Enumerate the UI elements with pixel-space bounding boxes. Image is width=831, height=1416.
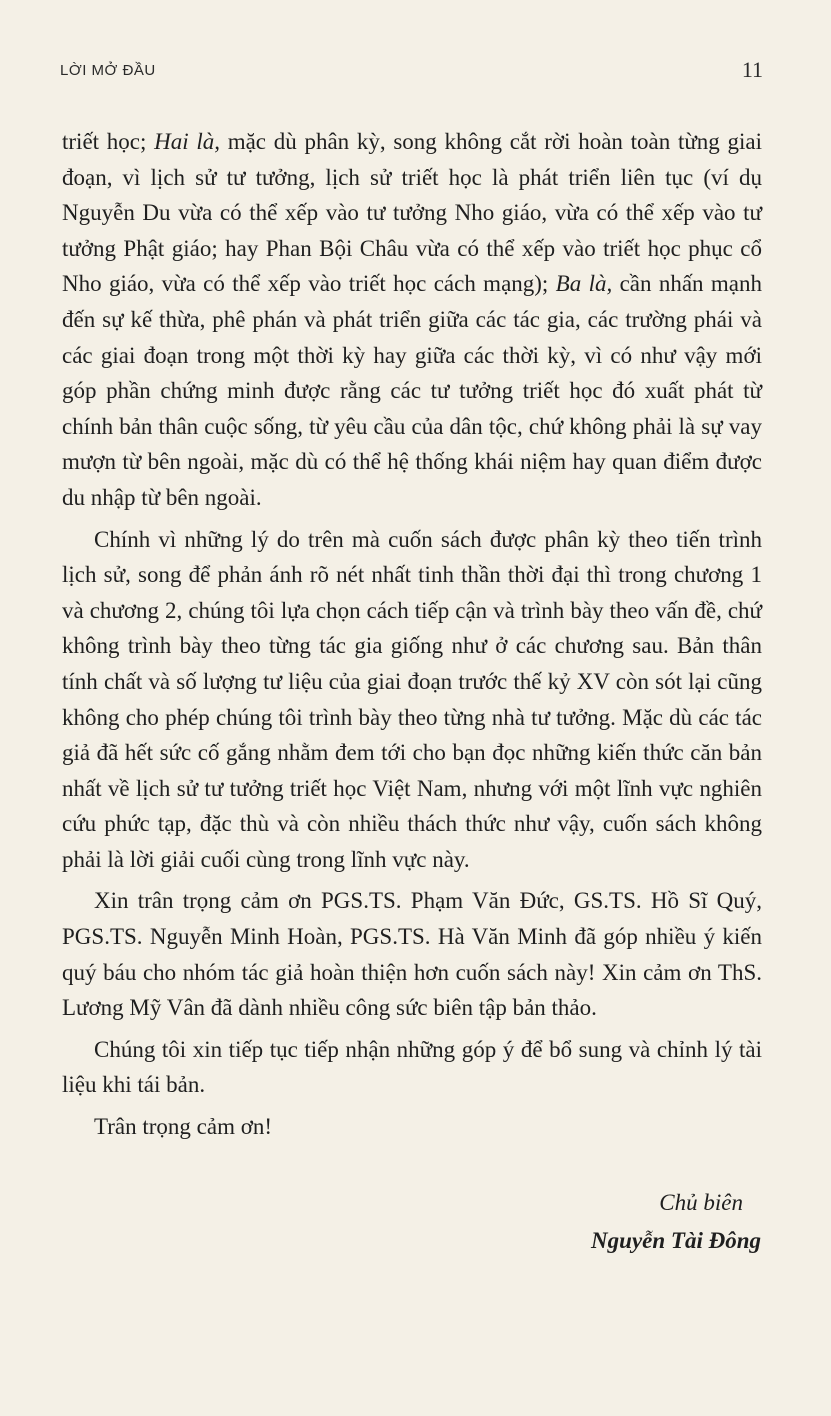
paragraph: Chính vì những lý do trên mà cuốn sách được phân kỳ theo tiến trình lịch sử, song để phản ánh rõ nét nhất tinh thần thời đại thì trong chương 1 và chương 2, chúng tôi lựa chọn cách tiếp cận và trình bày theo vấn đề, chứ không trình bày theo từng tác gia giống như ở các chương sau. Bản thân tính chất và số lượng tư liệu của giai đoạn trước thế kỷ XV còn sót lại cũng không cho phép chúng tôi trình bày theo từng nhà tư tưởng. Mặc dù các tác giả đã hết sức cố gắng nhằm đem tới cho bạn đọc những kiến thức căn bản nhất về lịch sử tư tưởng triết học Việt Nam, nhưng với một lĩnh vực nghiên cứu phức tạp, đặc thù và còn nhiều thách thức như vậy, cuốn sách không phải là lời giải cuối cùng trong lĩnh vực này. [62, 526, 762, 872]
text-run: cần nhấn mạnh đến sự kế thừa, phê phán và phát triển giữa các tác gia, các trường phái và các giai đoạn trong một thời kỳ hay giữa các thời kỳ, vì có như vậy mới góp phần chứng minh được rằng các tư tưởng triết học đó xuất phát từ chính bản thân cuộc sống, từ yêu cầu của dân tộc, chứ không phải là sự vay mượn từ bên ngoài, mặc dù có thể hệ thống khái niệm hay quan điểm được du nhập từ bên ngoài. [62, 271, 762, 510]
text-run: triết học; [62, 129, 155, 154]
emphasis-text: Hai là, [154, 129, 220, 154]
page-header [60, 52, 763, 88]
running-title: LỜI MỞ ĐẦU [60, 61, 156, 79]
paragraph: Chúng tôi xin tiếp tục tiếp nhận những góp ý để bổ sung và chỉnh lý tài liệu khi tái bản. [62, 1036, 762, 1098]
signature-name: Nguyễn Tài Đông [591, 1228, 761, 1253]
paragraph-continued [62, 124, 762, 516]
signature-role: Chủ biên [659, 1190, 743, 1215]
emphasis-text: Ba là, [555, 271, 613, 297]
paragraph: Xin trân trọng cảm ơn PGS.TS. Phạm Văn Đức, GS.TS. Hồ Sĩ Quý, PGS.TS. Nguyễn Minh Hoàn, PGS.TS. Hà Văn Minh đã góp nhiều ý kiến quý báu cho nhóm tác giả hoàn thiện hơn cuốn sách này! Xin cảm ơn ThS. Lương Mỹ Vân đã dành nhiều công sức biên tập bản thảo. [62, 888, 762, 1021]
body-text [62, 124, 762, 1145]
page-number: 11 [741, 57, 763, 82]
text-run: mặc dù phân kỳ, song không cắt rời hoàn toàn từng giai đoạn, vì lịch sử tư tưởng, lịch sử triết học là phát triển liên tục (ví dụ Nguyễn Du vừa có thể xếp vào tư tưởng Nho giáo, vừa có thể xếp vào tư tưởng Phật giáo; hay Phan Bội Châu vừa có thể xếp vào triết học phục cổ Nho giáo, vừa có thể xếp vào triết học cách mạng); [62, 129, 763, 297]
signature-block [591, 1184, 761, 1260]
paragraph: Trân trọng cảm ơn! [94, 1114, 273, 1140]
